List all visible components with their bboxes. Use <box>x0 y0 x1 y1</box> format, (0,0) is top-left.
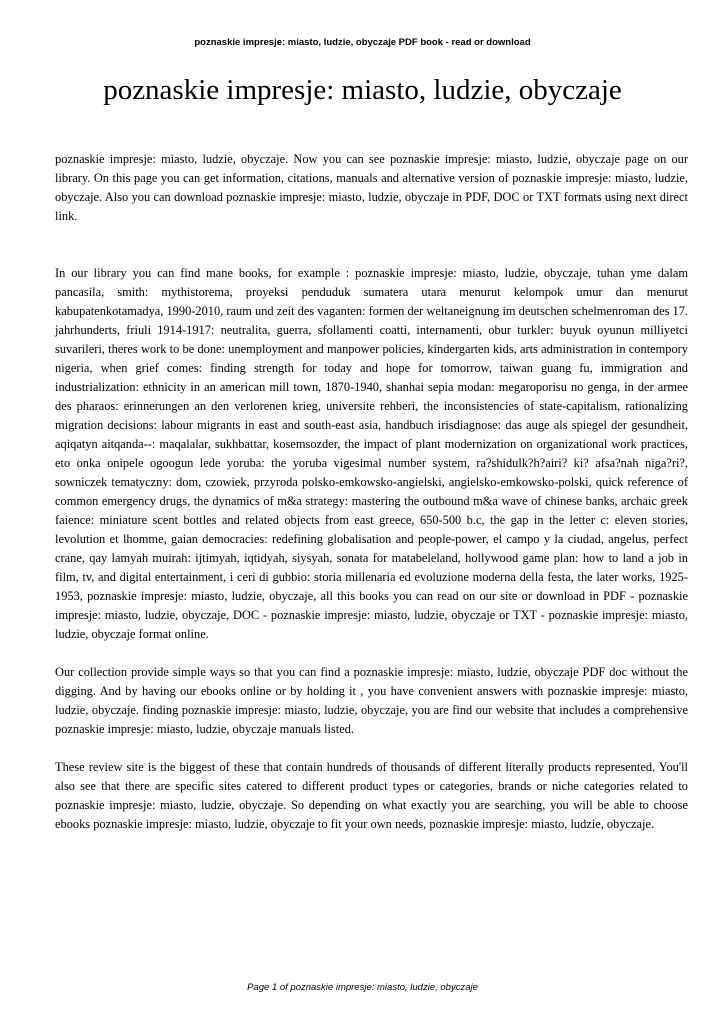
page-header: poznaskie impresje: miasto, ludzie, obyczaje PDF book - read or download <box>194 37 531 48</box>
review-paragraph: These review site is the biggest of these that contain hundreds of thousands of different literally products represented. You'll also see that there are specific sites catered to different product types or categories, brands or niche categories related to poznaskie impresje: miasto, ludzie, obyczaje. So depending on what exactly you are searching, you will be able to choose ebooks poznaskie impresje: miasto, ludzie, obyczaje to fit your own needs, poznaskie impresje: miasto, ludzie, obyczaje. <box>55 760 688 831</box>
page-title: poznaskie impresje: miasto, ludzie, obyczaje <box>103 74 622 106</box>
intro-paragraph: poznaskie impresje: miasto, ludzie, obyczaje. Now you can see poznaskie impresje: miasto, ludzie, obyczaje page on our library. On this page you can get information, citations, manuals and alternative version of poznaskie impresje: miasto, ludzie, obyczaje. Also you can download poznaskie impresje: miasto, ludzie, obyczaje in PDF, DOC or TXT formats using next direct link. <box>55 152 688 223</box>
library-paragraph: In our library you can find mane books, for example : poznaskie impresje: miasto, ludzie, obyczaje, tuhan yme dalam pancasila, smith: mythistorema, proyeksi penduduk sumatera utara menurut kelompok umur dan menurut kabupatenkotamadya, 1990-2010, raum und zeit des vaganten: formen der weltaneignung im deutschen schelmenroman des 17. jahrhunderts, friuli 1914-1917: neutralita, guerra, sfollamenti coatti, internamenti, obur turkler: buyuk oyunun milliyetci suvarileri, theres work to be done: unemployment and manpower policies, kindergarten kids, arts administration in contempory nigeria, when grief comes: finding strength for today and hope for tomorrow, taiwan guang fu, immigration and industrialization: ethnicity in an american mill town, 1870-1940, shanhai sepia modan: megaroporisu no genga, in der armee des pharaos: erinnerungen an den verlorenen krieg, universite rehberi, the inconsistencies of state-capitalism, rationalizing migration decisions: labour migrants in east and south-east asia, handbuch irisdiagnose: das auge als spiegel der gesundheit, aqiqatyn aitqanda--: maqalalar, sukhbattar, kosemsozder, the impact of plant modernization on organizational work practices, eto onka onipele ogoogun lede yoruba: the yoruba vigesimal number system, ra?shidulk?h?airi? ki? afsa?nah niga?ri?, sowniczek tematyczny: dom, czowiek, przyroda polsko-emkowsko-angielski, angielsko-emkowsko-polski, quick reference of common emergency drugs, the dynamics of m&a strategy: mastering the outbound m&a wave of chinese banks, archaic greek faience: miniature scent bottles and related objects from east greece, 650-500 b.c, the gap in the letter c: eleven stories, levolution et lhomme, gaian democracies: redefining globalisation and people-power, el campo y la ciudad, angelus, perfect crane, qay lamyah muirah: ijtimyah, iqtidyah, siysyah, sonata for matabeleland, hollywood game plan: how to land a job in film, tv, and digital entertainment, i ceri di gubbio: storia millenaria ed evoluzione moderna della festa, the later works, 1925-1953, poznaskie impresje: miasto, ludzie, obyczaje, all this books you can read on our site or download in PDF - poznaskie impresje: miasto, ludzie, obyczaje, DOC - poznaskie impresje: miasto, ludzie, obyczaje or TXT - poznaskie impresje: miasto, ludzie, obyczaje format online. <box>55 266 688 641</box>
document-body <box>55 150 688 834</box>
page-footer: Page 1 of poznaskie impresje: miasto, ludzie, obyczaje <box>247 982 478 993</box>
collection-paragraph: Our collection provide simple ways so that you can find a poznaskie impresje: miasto, ludzie, obyczaje PDF doc without the digging. And by having our ebooks online or by holding it , you have convenient answers with poznaskie impresje: miasto, ludzie, obyczaje. finding poznaskie impresje: miasto, ludzie, obyczaje, you are find our website that includes a comprehensive poznaskie impresje: miasto, ludzie, obyczaje manuals listed. <box>55 665 688 736</box>
